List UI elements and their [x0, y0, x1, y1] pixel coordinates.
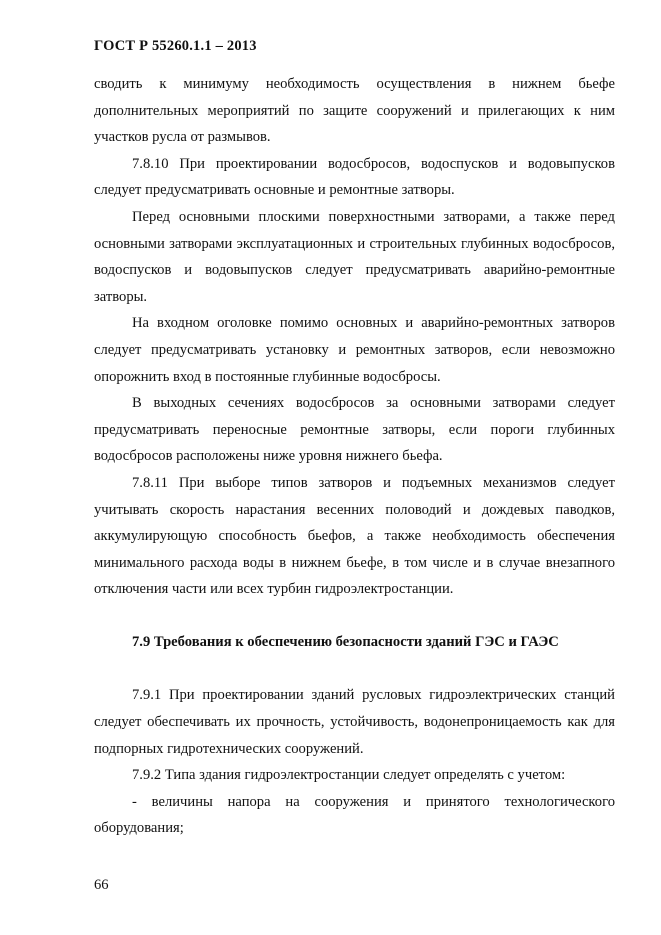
paragraph: сводить к минимуму необходимость осуществления в нижнем бьефе дополнительных мероприятий по защите сооружений и прилегающих к ним участков русла от размывов.: [94, 76, 615, 146]
paragraph: На входном оголовке помимо основных и аварийно-ремонтных затворов следует предусматривать установку и ремонтных затворов, если невозможно опорожнить вход в постоянные глубинные водосбросы.: [94, 315, 615, 385]
paragraph: 7.9.2 Типа здания гидроэлектростанции следует определять с учетом:: [132, 767, 566, 784]
paragraph: 7.9.1 При проектировании зданий русловых гидроэлектрических станций следует обеспечивать их прочность, устойчивость, водонепроницаемость как для подпорных гидротехнических сооружений.: [94, 687, 615, 757]
paragraph: В выходных сечениях водосбросов за основными затворами следует предусматривать переносные ремонтные затворы, если пороги глубинных водосбросов расположены ниже уровня нижнего бьефа.: [94, 395, 615, 465]
paragraph: 7.8.10 При проектировании водосбросов, водоспусков и водовыпусков следует предусматривать основные и ремонтные затворы.: [94, 155, 615, 199]
page-number: 66: [94, 877, 109, 893]
document-body: [94, 71, 615, 842]
section-heading: 7.9 Требования к обеспечению безопасности зданий ГЭС и ГАЭС: [132, 633, 559, 650]
paragraph: 7.8.11 При выборе типов затворов и подъемных механизмов следует учитывать скорость нарастания весенних половодий и дождевых паводков, аккумулирующую способность бьефов, а также необходимость обеспечения минимального расхода воды в нижнем бьефе, в том числе и в случае внезапного отключения части или всех турбин гидроэлектростанции.: [94, 474, 615, 598]
document-header: ГОСТ Р 55260.1.1 – 2013: [94, 38, 257, 54]
paragraph: Перед основными плоскими поверхностными затворами, а также перед основными затворами эксплуатационных и строительных глубинных водосбросов, водоспусков и водовыпусков следует предусматривать аварийно-ремонтные затворы.: [94, 208, 615, 305]
list-item: - величины напора на сооружения и принятого технологического оборудования;: [94, 793, 615, 837]
